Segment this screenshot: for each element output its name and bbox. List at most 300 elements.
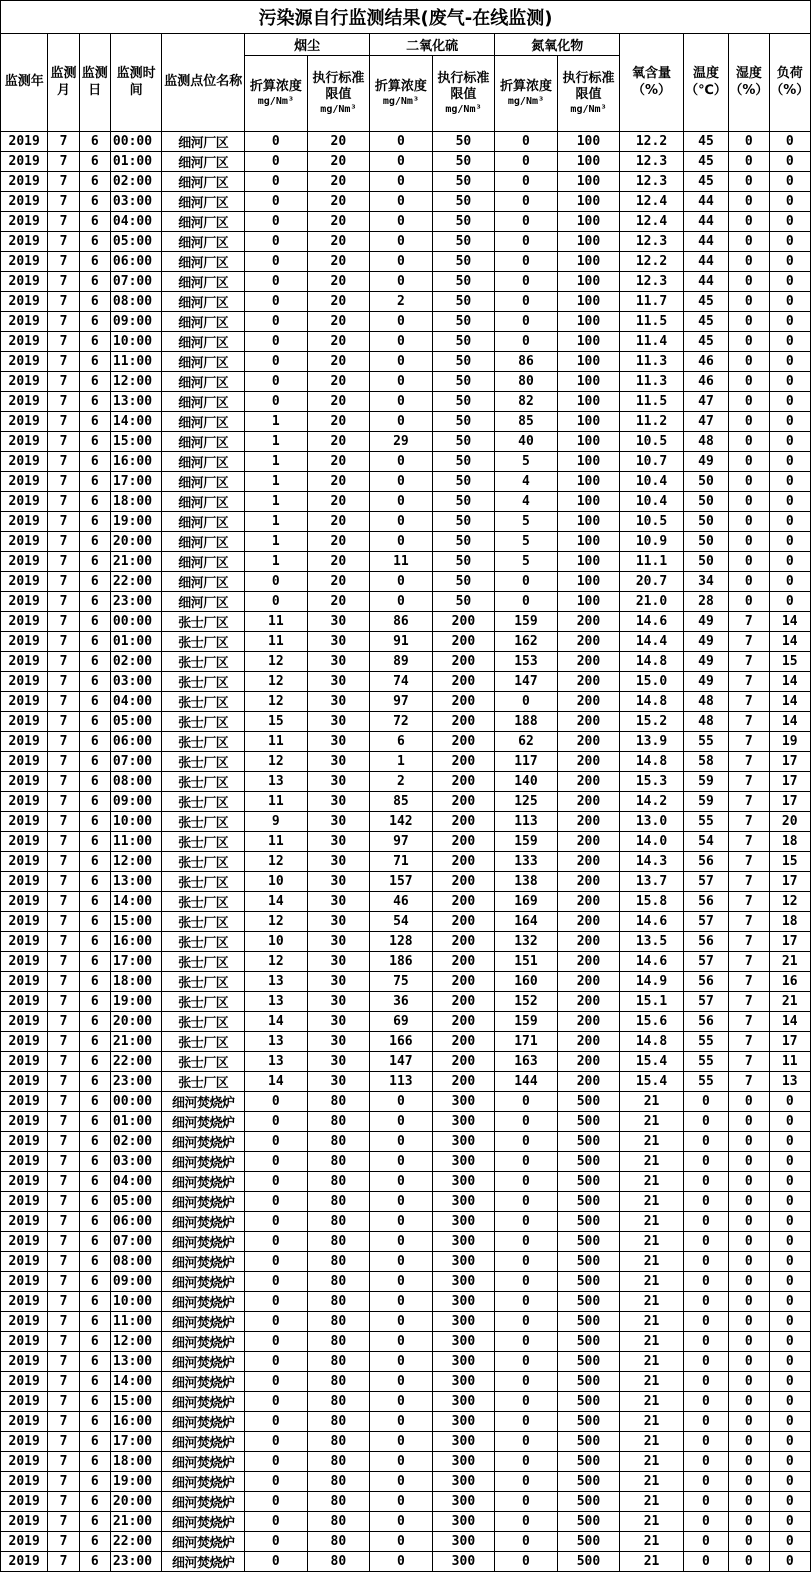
- cell-temperature: 0: [683, 1192, 728, 1212]
- cell-day: 6: [79, 1432, 110, 1452]
- cell-time: 19:00: [110, 512, 161, 532]
- cell-dust-conc: 0: [245, 192, 308, 212]
- cell-month: 7: [48, 1472, 79, 1492]
- cell-year: 2019: [1, 1472, 48, 1492]
- cell-year: 2019: [1, 1072, 48, 1092]
- cell-dust-limit: 20: [307, 152, 370, 172]
- cell-nox-limit: 100: [557, 592, 620, 612]
- table-row: [1, 252, 811, 272]
- cell-dust-limit: 30: [307, 1072, 370, 1092]
- cell-location: 张士厂区: [162, 752, 245, 772]
- cell-nox-conc: 0: [495, 1092, 558, 1112]
- cell-nox-conc: 4: [495, 492, 558, 512]
- cell-month: 7: [48, 452, 79, 472]
- cell-day: 6: [79, 412, 110, 432]
- cell-year: 2019: [1, 1532, 48, 1552]
- cell-so2-limit: 50: [432, 292, 495, 312]
- cell-location: 细河焚烧炉: [162, 1172, 245, 1192]
- cell-month: 7: [48, 172, 79, 192]
- cell-so2-conc: 2: [370, 292, 433, 312]
- cell-dust-conc: 0: [245, 1312, 308, 1332]
- cell-dust-limit: 80: [307, 1312, 370, 1332]
- cell-oxygen: 21: [620, 1292, 684, 1312]
- cell-month: 7: [48, 372, 79, 392]
- cell-so2-conc: 72: [370, 712, 433, 732]
- cell-location: 细河厂区: [162, 152, 245, 172]
- cell-day: 6: [79, 432, 110, 452]
- cell-dust-limit: 20: [307, 312, 370, 332]
- cell-temperature: 50: [683, 552, 728, 572]
- cell-dust-conc: 1: [245, 412, 308, 432]
- cell-so2-limit: 300: [432, 1332, 495, 1352]
- cell-load: 0: [769, 152, 811, 172]
- cell-nox-limit: 200: [557, 772, 620, 792]
- cell-nox-limit: 100: [557, 132, 620, 152]
- cell-load: 21: [769, 992, 811, 1012]
- cell-so2-limit: 300: [432, 1252, 495, 1272]
- cell-load: 0: [769, 1372, 811, 1392]
- cell-so2-limit: 300: [432, 1172, 495, 1192]
- cell-humidity: 0: [729, 1312, 769, 1332]
- cell-temperature: 0: [683, 1132, 728, 1152]
- cell-oxygen: 13.9: [620, 732, 684, 752]
- cell-dust-conc: 0: [245, 272, 308, 292]
- cell-time: 05:00: [110, 1192, 161, 1212]
- cell-nox-conc: 0: [495, 172, 558, 192]
- cell-time: 10:00: [110, 1292, 161, 1312]
- cell-month: 7: [48, 1192, 79, 1212]
- cell-load: 0: [769, 1232, 811, 1252]
- cell-nox-limit: 200: [557, 812, 620, 832]
- cell-dust-conc: 10: [245, 932, 308, 952]
- cell-nox-conc: 162: [495, 632, 558, 652]
- cell-time: 18:00: [110, 492, 161, 512]
- cell-year: 2019: [1, 252, 48, 272]
- cell-so2-limit: 300: [432, 1292, 495, 1312]
- cell-year: 2019: [1, 1552, 48, 1572]
- cell-location: 细河厂区: [162, 332, 245, 352]
- cell-time: 07:00: [110, 1232, 161, 1252]
- cell-location: 张士厂区: [162, 932, 245, 952]
- cell-humidity: 7: [729, 1072, 769, 1092]
- cell-time: 02:00: [110, 652, 161, 672]
- table-row: [1, 1172, 811, 1192]
- header-temperature: 温度（℃）: [683, 34, 728, 132]
- cell-so2-limit: 50: [432, 172, 495, 192]
- cell-oxygen: 21: [620, 1092, 684, 1112]
- cell-oxygen: 14.3: [620, 852, 684, 872]
- cell-month: 7: [48, 1072, 79, 1092]
- table-body: [1, 132, 811, 1572]
- cell-humidity: 7: [729, 892, 769, 912]
- cell-year: 2019: [1, 492, 48, 512]
- cell-so2-limit: 300: [432, 1452, 495, 1472]
- cell-month: 7: [48, 872, 79, 892]
- cell-day: 6: [79, 492, 110, 512]
- cell-day: 6: [79, 1512, 110, 1532]
- cell-month: 7: [48, 632, 79, 652]
- cell-load: 0: [769, 212, 811, 232]
- cell-day: 6: [79, 172, 110, 192]
- cell-nox-conc: 159: [495, 612, 558, 632]
- cell-location: 细河焚烧炉: [162, 1392, 245, 1412]
- cell-load: 0: [769, 1172, 811, 1192]
- cell-location: 张士厂区: [162, 692, 245, 712]
- cell-temperature: 28: [683, 592, 728, 612]
- cell-dust-conc: 0: [245, 592, 308, 612]
- cell-year: 2019: [1, 312, 48, 332]
- cell-time: 05:00: [110, 232, 161, 252]
- cell-location: 细河焚烧炉: [162, 1232, 245, 1252]
- cell-oxygen: 15.1: [620, 992, 684, 1012]
- table-row: [1, 612, 811, 632]
- cell-dust-limit: 80: [307, 1552, 370, 1572]
- cell-location: 细河焚烧炉: [162, 1292, 245, 1312]
- cell-month: 7: [48, 812, 79, 832]
- cell-location: 张士厂区: [162, 892, 245, 912]
- header-location: 监测点位名称: [162, 34, 245, 132]
- cell-oxygen: 21: [620, 1272, 684, 1292]
- cell-year: 2019: [1, 1252, 48, 1272]
- cell-dust-conc: 11: [245, 832, 308, 852]
- cell-nox-conc: 0: [495, 292, 558, 312]
- cell-location: 细河厂区: [162, 372, 245, 392]
- cell-oxygen: 21: [620, 1532, 684, 1552]
- cell-time: 23:00: [110, 1072, 161, 1092]
- cell-year: 2019: [1, 512, 48, 532]
- cell-time: 17:00: [110, 952, 161, 972]
- cell-location: 张士厂区: [162, 872, 245, 892]
- cell-so2-conc: 0: [370, 152, 433, 172]
- cell-month: 7: [48, 1392, 79, 1412]
- cell-so2-conc: 74: [370, 672, 433, 692]
- cell-time: 12:00: [110, 372, 161, 392]
- cell-humidity: 7: [729, 1012, 769, 1032]
- cell-nox-conc: 0: [495, 1492, 558, 1512]
- cell-nox-limit: 200: [557, 952, 620, 972]
- cell-so2-limit: 50: [432, 272, 495, 292]
- cell-temperature: 56: [683, 972, 728, 992]
- cell-dust-limit: 20: [307, 332, 370, 352]
- cell-nox-limit: 200: [557, 792, 620, 812]
- table-row: [1, 452, 811, 472]
- cell-day: 6: [79, 1252, 110, 1272]
- cell-temperature: 48: [683, 712, 728, 732]
- cell-dust-limit: 20: [307, 212, 370, 232]
- cell-nox-limit: 500: [557, 1372, 620, 1392]
- cell-nox-conc: 164: [495, 912, 558, 932]
- table-row: [1, 712, 811, 732]
- cell-so2-limit: 200: [432, 892, 495, 912]
- cell-temperature: 0: [683, 1432, 728, 1452]
- cell-nox-limit: 500: [557, 1192, 620, 1212]
- cell-humidity: 0: [729, 132, 769, 152]
- cell-temperature: 0: [683, 1312, 728, 1332]
- table-row: [1, 1012, 811, 1032]
- cell-temperature: 47: [683, 392, 728, 412]
- cell-time: 21:00: [110, 1512, 161, 1532]
- cell-so2-limit: 300: [432, 1512, 495, 1532]
- cell-month: 7: [48, 1132, 79, 1152]
- cell-time: 14:00: [110, 892, 161, 912]
- cell-year: 2019: [1, 372, 48, 392]
- cell-so2-conc: 0: [370, 1172, 433, 1192]
- cell-year: 2019: [1, 1432, 48, 1452]
- cell-load: 17: [769, 772, 811, 792]
- table-row: [1, 1032, 811, 1052]
- table-row: [1, 1432, 811, 1452]
- cell-so2-conc: 36: [370, 992, 433, 1012]
- cell-nox-conc: 0: [495, 592, 558, 612]
- cell-humidity: 0: [729, 1212, 769, 1232]
- cell-time: 13:00: [110, 392, 161, 412]
- cell-month: 7: [48, 292, 79, 312]
- cell-so2-conc: 0: [370, 352, 433, 372]
- cell-month: 7: [48, 1372, 79, 1392]
- cell-location: 张士厂区: [162, 912, 245, 932]
- cell-so2-limit: 300: [432, 1432, 495, 1452]
- table-row: [1, 1492, 811, 1512]
- cell-nox-limit: 200: [557, 752, 620, 772]
- cell-month: 7: [48, 992, 79, 1012]
- cell-day: 6: [79, 632, 110, 652]
- cell-humidity: 0: [729, 212, 769, 232]
- cell-dust-limit: 30: [307, 792, 370, 812]
- cell-month: 7: [48, 432, 79, 452]
- cell-month: 7: [48, 492, 79, 512]
- cell-month: 7: [48, 1232, 79, 1252]
- cell-temperature: 55: [683, 732, 728, 752]
- cell-load: 17: [769, 752, 811, 772]
- cell-so2-conc: 0: [370, 1472, 433, 1492]
- cell-humidity: 0: [729, 232, 769, 252]
- cell-day: 6: [79, 532, 110, 552]
- cell-dust-conc: 14: [245, 892, 308, 912]
- cell-year: 2019: [1, 892, 48, 912]
- cell-month: 7: [48, 1312, 79, 1332]
- cell-time: 13:00: [110, 872, 161, 892]
- cell-nox-conc: 0: [495, 1232, 558, 1252]
- cell-nox-limit: 200: [557, 632, 620, 652]
- cell-time: 23:00: [110, 592, 161, 612]
- cell-nox-limit: 100: [557, 432, 620, 452]
- cell-load: 0: [769, 1432, 811, 1452]
- cell-nox-conc: 147: [495, 672, 558, 692]
- cell-time: 14:00: [110, 412, 161, 432]
- cell-location: 张士厂区: [162, 1032, 245, 1052]
- cell-dust-conc: 0: [245, 1412, 308, 1432]
- cell-dust-conc: 9: [245, 812, 308, 832]
- cell-oxygen: 21: [620, 1392, 684, 1412]
- cell-so2-conc: 97: [370, 692, 433, 712]
- cell-location: 细河厂区: [162, 472, 245, 492]
- cell-temperature: 0: [683, 1292, 728, 1312]
- cell-dust-limit: 30: [307, 852, 370, 872]
- cell-nox-limit: 500: [557, 1232, 620, 1252]
- cell-so2-limit: 300: [432, 1392, 495, 1412]
- cell-temperature: 45: [683, 172, 728, 192]
- cell-nox-conc: 5: [495, 552, 558, 572]
- cell-load: 14: [769, 712, 811, 732]
- cell-day: 6: [79, 1332, 110, 1352]
- cell-nox-limit: 200: [557, 932, 620, 952]
- cell-so2-conc: 0: [370, 212, 433, 232]
- cell-oxygen: 14.6: [620, 952, 684, 972]
- cell-oxygen: 13.7: [620, 872, 684, 892]
- cell-oxygen: 14.4: [620, 632, 684, 652]
- cell-load: 0: [769, 1192, 811, 1212]
- header-month: 监测月: [48, 34, 79, 132]
- cell-humidity: 0: [729, 372, 769, 392]
- cell-humidity: 0: [729, 1532, 769, 1552]
- table-row: [1, 752, 811, 772]
- cell-dust-limit: 80: [307, 1512, 370, 1532]
- cell-so2-limit: 300: [432, 1552, 495, 1572]
- cell-dust-limit: 80: [307, 1172, 370, 1192]
- cell-month: 7: [48, 752, 79, 772]
- cell-so2-conc: 142: [370, 812, 433, 832]
- cell-humidity: 0: [729, 592, 769, 612]
- cell-year: 2019: [1, 1452, 48, 1472]
- cell-dust-limit: 20: [307, 432, 370, 452]
- cell-load: 0: [769, 1512, 811, 1532]
- cell-load: 0: [769, 392, 811, 412]
- table-row: [1, 512, 811, 532]
- header-conc-label: 折算浓度: [499, 78, 552, 94]
- cell-temperature: 45: [683, 152, 728, 172]
- cell-so2-limit: 50: [432, 472, 495, 492]
- cell-load: 0: [769, 472, 811, 492]
- cell-oxygen: 10.9: [620, 532, 684, 552]
- cell-time: 01:00: [110, 152, 161, 172]
- cell-nox-limit: 200: [557, 972, 620, 992]
- cell-location: 细河厂区: [162, 412, 245, 432]
- cell-month: 7: [48, 692, 79, 712]
- header-group-dust: 烟尘: [245, 34, 370, 56]
- cell-nox-limit: 100: [557, 472, 620, 492]
- cell-temperature: 57: [683, 992, 728, 1012]
- cell-year: 2019: [1, 792, 48, 812]
- cell-so2-conc: 0: [370, 1212, 433, 1232]
- cell-temperature: 0: [683, 1552, 728, 1572]
- cell-oxygen: 20.7: [620, 572, 684, 592]
- cell-so2-conc: 147: [370, 1052, 433, 1072]
- cell-nox-conc: 151: [495, 952, 558, 972]
- cell-time: 16:00: [110, 932, 161, 952]
- header-group-nox: 氮氧化物: [495, 34, 620, 56]
- cell-nox-conc: 0: [495, 1312, 558, 1332]
- cell-nox-limit: 100: [557, 492, 620, 512]
- cell-nox-conc: 0: [495, 1532, 558, 1552]
- cell-temperature: 49: [683, 612, 728, 632]
- cell-dust-limit: 80: [307, 1132, 370, 1152]
- cell-dust-conc: 13: [245, 992, 308, 1012]
- cell-load: 11: [769, 1052, 811, 1072]
- cell-time: 21:00: [110, 1032, 161, 1052]
- cell-load: 0: [769, 192, 811, 212]
- cell-nox-conc: 40: [495, 432, 558, 452]
- cell-dust-conc: 0: [245, 1172, 308, 1192]
- table-row: [1, 692, 811, 712]
- cell-nox-limit: 100: [557, 532, 620, 552]
- cell-so2-conc: 0: [370, 1132, 433, 1152]
- cell-nox-limit: 500: [557, 1492, 620, 1512]
- cell-location: 细河焚烧炉: [162, 1252, 245, 1272]
- cell-year: 2019: [1, 1192, 48, 1212]
- cell-nox-limit: 100: [557, 312, 620, 332]
- cell-year: 2019: [1, 732, 48, 752]
- cell-day: 6: [79, 312, 110, 332]
- cell-so2-conc: 0: [370, 372, 433, 392]
- cell-day: 6: [79, 472, 110, 492]
- cell-so2-limit: 200: [432, 672, 495, 692]
- cell-dust-limit: 20: [307, 292, 370, 312]
- cell-temperature: 0: [683, 1172, 728, 1192]
- cell-dust-conc: 0: [245, 572, 308, 592]
- cell-so2-limit: 50: [432, 352, 495, 372]
- cell-month: 7: [48, 392, 79, 412]
- cell-nox-limit: 100: [557, 572, 620, 592]
- cell-so2-limit: 300: [432, 1492, 495, 1512]
- cell-location: 细河焚烧炉: [162, 1472, 245, 1492]
- cell-humidity: 0: [729, 1172, 769, 1192]
- cell-location: 张士厂区: [162, 852, 245, 872]
- cell-dust-conc: 12: [245, 952, 308, 972]
- cell-day: 6: [79, 952, 110, 972]
- cell-so2-limit: 300: [432, 1192, 495, 1212]
- cell-nox-limit: 500: [557, 1092, 620, 1112]
- cell-temperature: 57: [683, 912, 728, 932]
- cell-day: 6: [79, 792, 110, 812]
- cell-time: 22:00: [110, 1532, 161, 1552]
- cell-time: 08:00: [110, 292, 161, 312]
- cell-day: 6: [79, 252, 110, 272]
- cell-nox-limit: 100: [557, 412, 620, 432]
- cell-time: 16:00: [110, 1412, 161, 1432]
- cell-load: 0: [769, 312, 811, 332]
- cell-year: 2019: [1, 1312, 48, 1332]
- cell-year: 2019: [1, 1352, 48, 1372]
- cell-time: 05:00: [110, 712, 161, 732]
- cell-nox-limit: 200: [557, 652, 620, 672]
- cell-humidity: 0: [729, 472, 769, 492]
- cell-dust-conc: 0: [245, 1492, 308, 1512]
- cell-dust-limit: 20: [307, 192, 370, 212]
- cell-oxygen: 14.8: [620, 652, 684, 672]
- table-row: [1, 812, 811, 832]
- cell-month: 7: [48, 1152, 79, 1172]
- cell-load: 0: [769, 512, 811, 532]
- cell-time: 02:00: [110, 1132, 161, 1152]
- cell-year: 2019: [1, 872, 48, 892]
- cell-nox-conc: 62: [495, 732, 558, 752]
- cell-oxygen: 11.2: [620, 412, 684, 432]
- cell-humidity: 0: [729, 1352, 769, 1372]
- cell-temperature: 50: [683, 532, 728, 552]
- cell-so2-limit: 50: [432, 512, 495, 532]
- cell-oxygen: 14.0: [620, 832, 684, 852]
- cell-location: 张士厂区: [162, 672, 245, 692]
- cell-so2-conc: 128: [370, 932, 433, 952]
- cell-so2-conc: 113: [370, 1072, 433, 1092]
- cell-nox-conc: 0: [495, 1512, 558, 1532]
- header-unit: mg/Nm³: [570, 104, 607, 115]
- cell-so2-limit: 50: [432, 392, 495, 412]
- cell-dust-limit: 30: [307, 732, 370, 752]
- cell-nox-limit: 200: [557, 732, 620, 752]
- cell-humidity: 0: [729, 512, 769, 532]
- cell-location: 细河厂区: [162, 132, 245, 152]
